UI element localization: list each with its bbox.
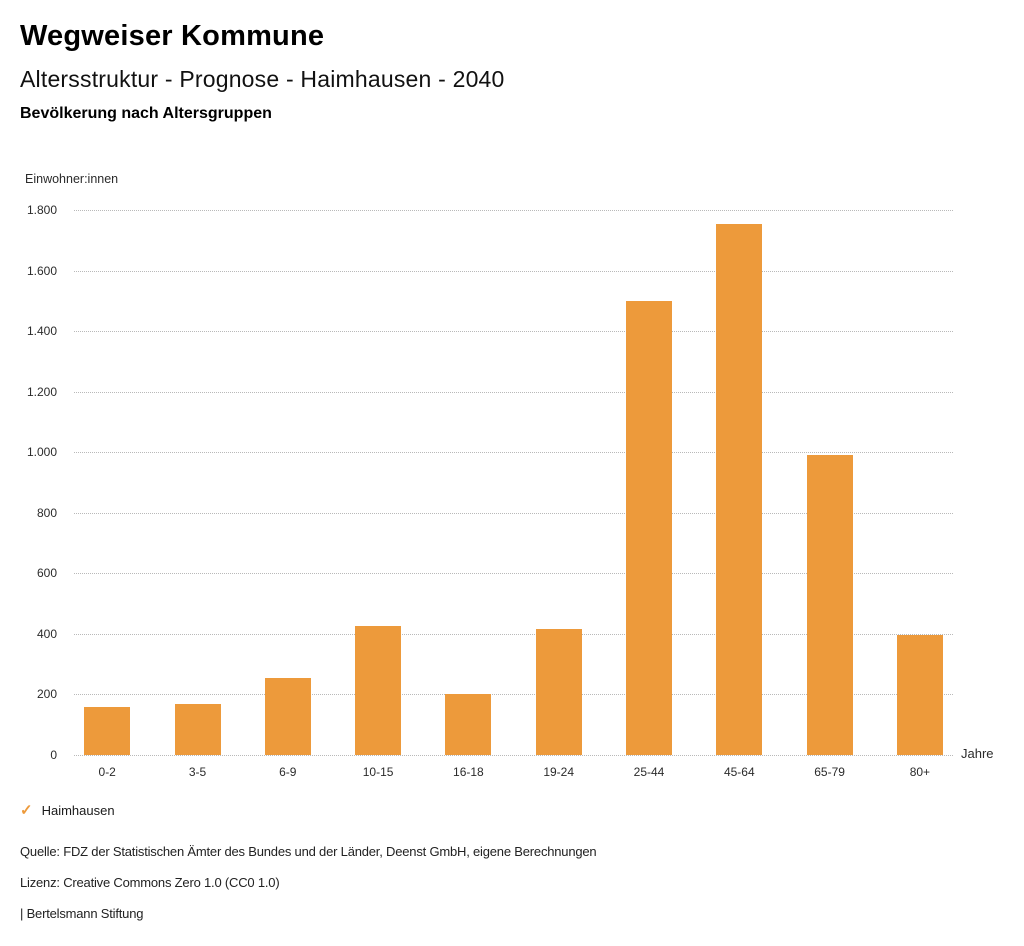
x-tick-label-6-9: 6-9 [279,765,297,779]
bar-10-15[interactable] [355,626,401,755]
attribution-text: | Bertelsmann Stiftung [20,906,144,921]
y-tick-label: 1.800 [26,203,57,217]
y-tick-label: 1.000 [26,445,57,460]
gridline-1.800 [74,210,953,211]
legend-item-haimhausen[interactable] [20,803,115,818]
y-tick-label: 200 [36,687,57,702]
x-tick-label-65-79: 65-79 [814,765,845,779]
bar-19-24[interactable] [536,629,582,755]
y-tick-label: 400 [36,626,57,641]
bar-45-64[interactable] [716,224,762,755]
y-tick-label: 1.200 [26,384,57,399]
chart-subtitle: Altersstruktur - Prognose - Haimhausen - 2040 [20,66,505,92]
gridline-1.000 [74,452,953,453]
x-tick-label-25-44: 25-44 [633,765,665,779]
bar-3-5[interactable] [175,704,221,755]
x-tick-label-3-5: 3-5 [188,765,207,779]
legend-check-icon: ✓ [20,802,33,819]
legend-label: Haimhausen [41,803,115,818]
y-axis-unit-label: Einwohner:innen [25,172,119,186]
gridline-1.200 [74,392,953,393]
y-tick-label: 600 [36,566,57,581]
x-axis-unit-label: Jahre [961,746,994,761]
bar-65-79[interactable] [807,455,853,755]
bar-6-9[interactable] [265,678,311,755]
bar-25-44[interactable] [626,301,672,755]
x-tick-label-45-64: 45-64 [723,765,755,779]
x-tick-label-10-15: 10-15 [362,765,394,779]
gridline-0 [74,755,953,756]
y-tick-label: 1.400 [26,324,57,339]
y-tick-label: 800 [36,505,57,520]
x-tick-label-19-24: 19-24 [543,765,575,779]
x-tick-label-16-18: 16-18 [453,765,484,779]
bar-16-18[interactable] [445,694,491,755]
y-tick-label: 0 [50,748,57,762]
chart-heading: Bevölkerung nach Altersgruppen [20,105,272,122]
gridline-1.600 [74,271,953,272]
x-tick-label-0-2: 0-2 [98,765,116,779]
bar-0-2[interactable] [84,707,130,755]
gridline-1.400 [74,331,953,332]
x-tick-label-80+: 80+ [909,765,931,779]
license-text: Lizenz: Creative Commons Zero 1.0 (CC0 1.0) [20,875,280,890]
y-tick-label: 1.600 [26,263,57,278]
bar-80+[interactable] [897,635,943,755]
source-text: Quelle: FDZ der Statistischen Ämter des Bundes und der Länder, Deenst GmbH, eigene Berechnungen [20,844,597,859]
page-title: Wegweiser Kommune [20,20,325,52]
